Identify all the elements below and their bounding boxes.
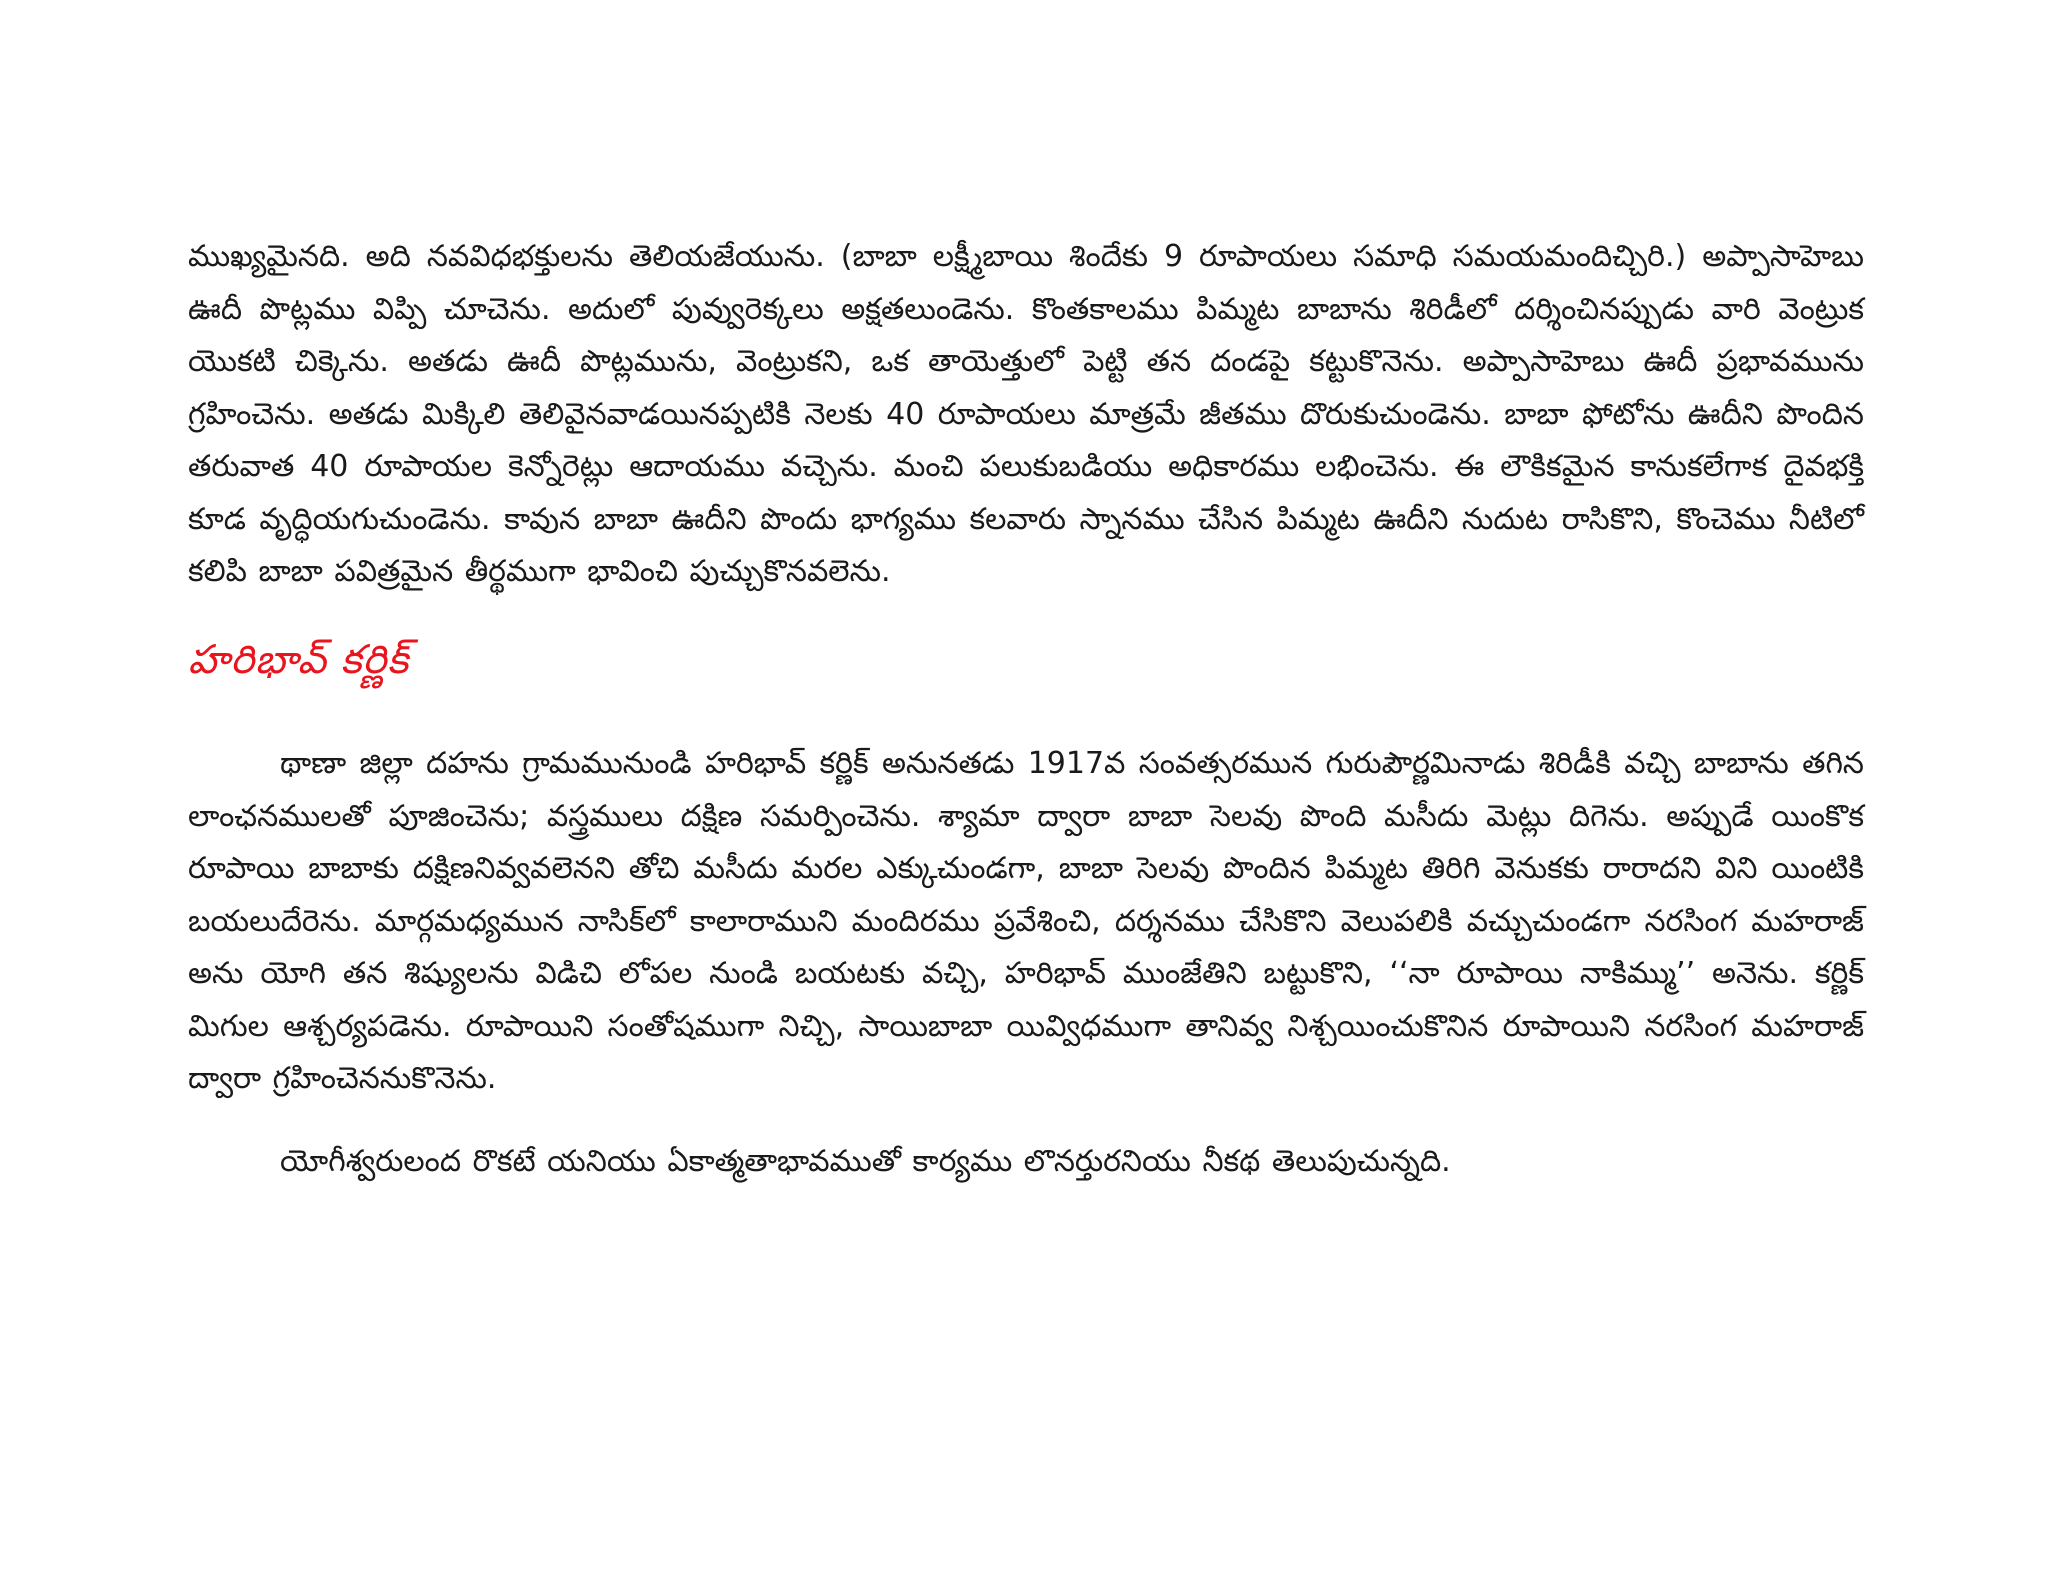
section-heading-haribhav-karnik: హరిభావ్ కర్ణిక్ — [188, 637, 410, 683]
paragraph-apasaheb-udi: ముఖ్యమైనది. అది నవవిధభక్తులను తెలియజేయును. (బాబా లక్ష్మీబాయి శిందేకు 9 రూపాయలు సమాధి సమయమందిచ్చిరి.) అప్పాసాహెబు ఊదీ పొట్లము విప్పి చూచెను. అదులో పువ్వురెక్కలు అక్షతలుండెను. కొంతకాలము పిమ్మట బాబాను శిరిడీలో దర్శించినప్పుడు వారి వెంట్రుక యొకటి చిక్కెను. అతడు ఊదీ పొట్లమును, వెంట్రుకని, ఒక తాయెత్తులో పెట్టి తన దండపై కట్టుకొనెను. అప్పాసాహెబు ఊదీ ప్రభావమును గ్రహించెను. అతడు మిక్కిలి తెలివైనవాడయినప్పటికి నెలకు 40 రూపాయలు మాత్రమే జీతము దొరుకుచుండెను. బాబా ఫోటోను ఊదీని పొందిన తరువాత 40 రూపాయల కెన్నోరెట్లు ఆదాయము వచ్చెను. మంచి పలుకుబడియు అధికారము లభించెను. ఈ లౌకికమైన కానుకలేగాక దైవభక్తి కూడ వృద్ధియగుచుండెను. కావున బాబా ఊదీని పొందు భాగ్యము కలవారు స్నానము చేసిన పిమ్మట ఊదీని నుదుట రాసికొని, కొంచెము నీటిలో కలిపి బాబా పవిత్రమైన తీర్థముగా భావించి పుచ్చుకొనవలెను. — [188, 239, 1864, 589]
paragraph-haribhav-story: థాణా జిల్లా దహను గ్రామమునుండి హరిభావ్ కర్ణిక్ అనునతడు 1917వ సంవత్సరమున గురుపౌర్ణమినాడు శిరిడీకి వచ్చి బాబాను తగిన లాంఛనములతో పూజించెను; వస్త్రములు దక్షిణ సమర్పించెను. శ్యామా ద్వారా బాబా సెలవు పొంది మసీదు మెట్లు దిగెను. అప్పుడే యింకొక రూపాయి బాబాకు దక్షిణనివ్వవలెనని తోచి మసీదు మరల ఎక్కుచుండగా, బాబా సెలవు పొందిన పిమ్మట తిరిగి వెనుకకు రారాదని విని యింటికి బయలుదేరెను. మార్గమధ్యమున నాసిక్‌లో కాలారాముని మందిరము ప్రవేశించి, దర్శనము చేసికొని వెలుపలికి వచ్చుచుండగా నరసింగ మహరాజ్ అను యోగి తన శిష్యులను విడిచి లోపల నుండి బయటకు వచ్చి, హరిభావ్ ముంజేతిని బట్టుకొని, ‘‘నా రూపాయి నాకిమ్ము’’ అనెను. కర్ణిక్ మిగుల ఆశ్చర్యపడెను. రూపాయిని సంతోషముగా నిచ్చి, సాయిబాబా యివ్విధముగా తానివ్వ నిశ్చయించుకొనిన రూపాయిని నరసింగ మహరాజ్ ద్వారా గ్రహించెననుకొనెను. — [188, 746, 1864, 1096]
paragraph-moral: యోగీశ్వరులంద రొకటే యనియు ఏకాత్మతాభావముతో కార్యము లొనర్తురనియు నీకథ తెలుపుచున్నది. — [280, 1144, 1451, 1179]
